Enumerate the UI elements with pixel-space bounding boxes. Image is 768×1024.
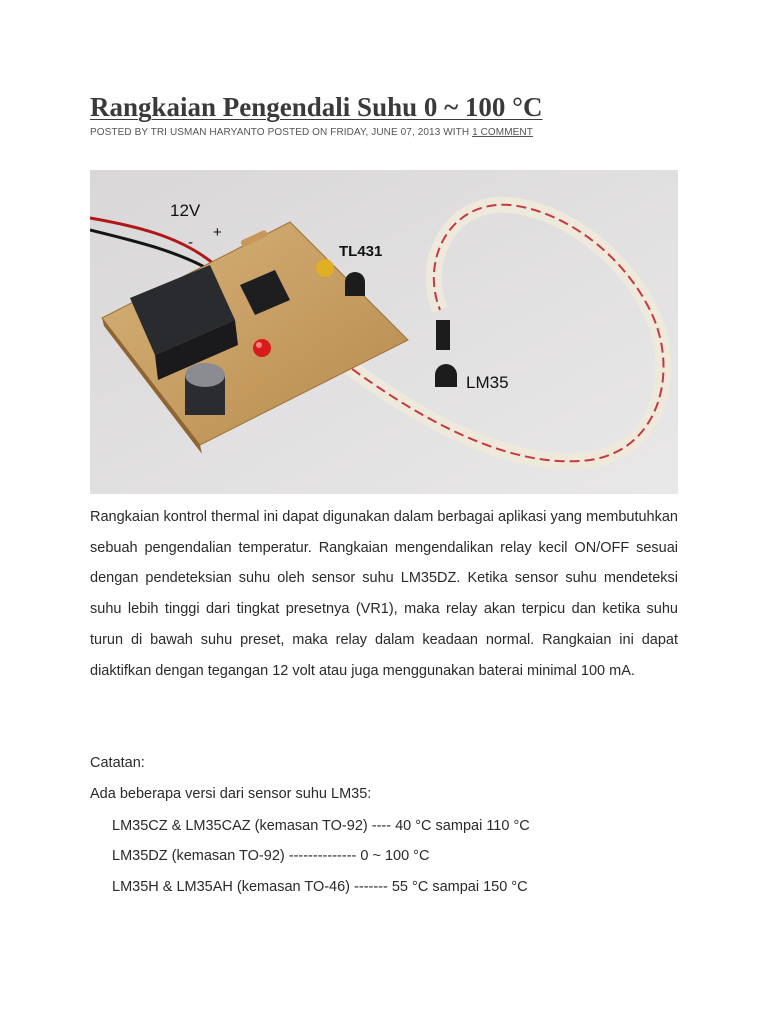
post-meta-text: POSTED BY TRI USMAN HARYANTO POSTED ON FRIDAY, JUNE 07, 2013 WITH: [90, 127, 473, 138]
photo-label-tl431: TL431: [339, 243, 383, 260]
photo-label-minus: -: [188, 234, 193, 251]
comment-link[interactable]: 1 COMMENT: [472, 127, 533, 138]
post-meta: [90, 127, 533, 138]
post-title[interactable]: Rangkaian Pengendali Suhu 0 ~ 100 °C: [90, 92, 543, 122]
notes-intro: Ada beberapa versi dari sensor suhu LM35:: [90, 786, 372, 802]
version-item: LM35CZ & LM35CAZ (kemasan TO-92) ---- 40 °C sampai 110 °C: [112, 818, 530, 834]
photo-label-lm35: LM35: [466, 373, 509, 392]
version-item: LM35DZ (kemasan TO-92) -------------- 0 ~ 100 °C: [112, 848, 430, 864]
photo-label-12v: 12V: [170, 201, 201, 220]
circuit-photo: [90, 170, 678, 494]
photo-label-plus: +: [213, 224, 222, 241]
notes-heading: Catatan:: [90, 755, 145, 771]
post-paragraph: Rangkaian kontrol thermal ini dapat digunakan dalam berbagai aplikasi yang membutuhkan sebuah pengendalian temperatur. Rangkaian mengendalikan relay kecil ON/OFF sesuai dengan pendeteksian suhu oleh sensor suhu LM35DZ. Ketika sensor suhu mendeteksi suhu lebih tinggi dari tingkat presetnya (VR1), maka relay akan terpicu dan ketika suhu turun di bawah suhu preset, maka relay dalam keadaan normal. Rangkaian ini dapat diaktifkan dengan tegangan 12 volt atau juga menggunakan baterai minimal 100 mA.: [90, 509, 678, 679]
version-item: LM35H & LM35AH (kemasan TO-46) ------- 55 °C sampai 150 °C: [112, 879, 528, 895]
